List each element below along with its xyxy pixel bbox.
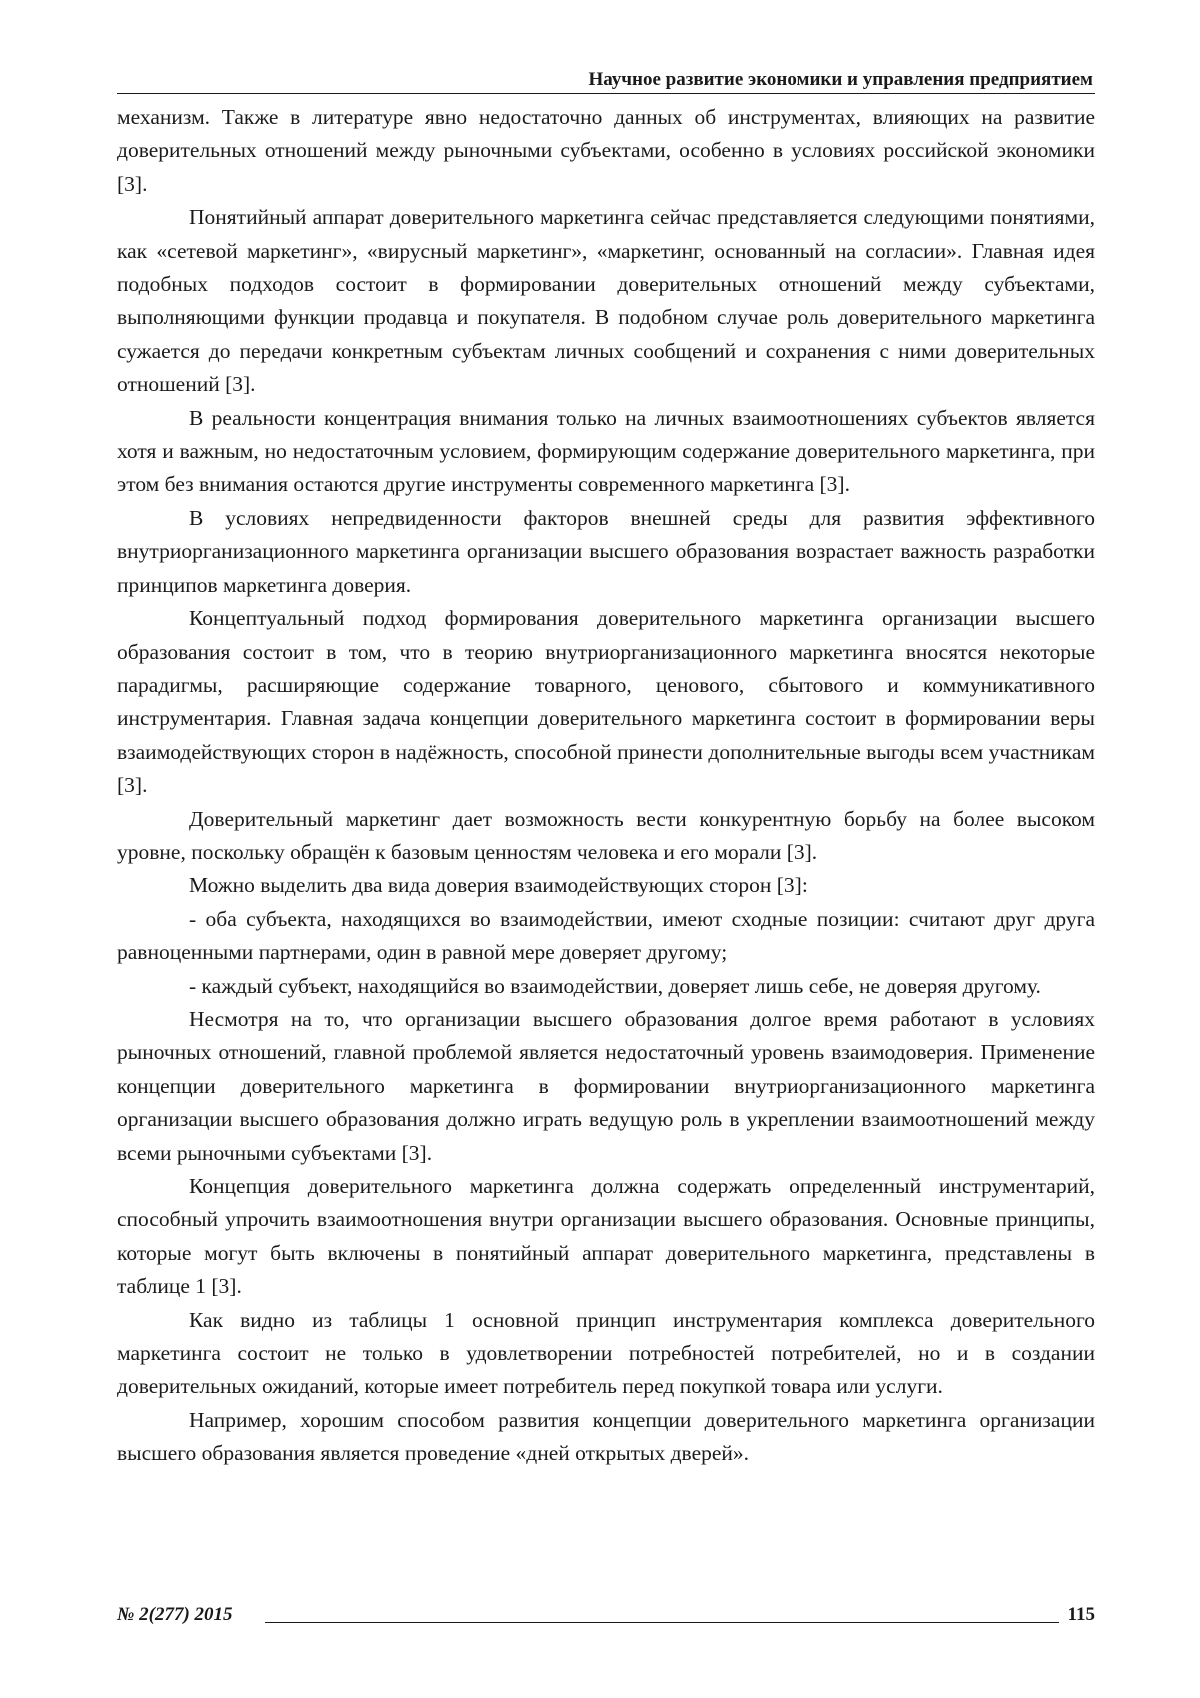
paragraph: Доверительный маркетинг дает возможность вести конкурентную борьбу на более высоком уровне, поскольку обращён к базовым ценностям человека и его морали [3].	[117, 806, 1095, 864]
list-item: - каждый субъект, находящийся во взаимодействии, доверяет лишь себе, не доверяя другому.	[189, 973, 1041, 998]
paragraph: В условиях непредвиденности факторов внешней среды для развития эффективного внутриорганизационного маркетинга организации высшего образования возрастает важность разработки принципов маркетинга доверия.	[117, 505, 1095, 597]
paragraph: механизм. Также в литературе явно недостаточно данных об инструментах, влияющих на развитие доверительных отношений между рыночными субъектами, особенно в условиях российской экономики [3].	[117, 105, 1095, 196]
paragraph: Понятийный аппарат доверительного маркетинга сейчас представляется следующими понятиями, как «сетевой маркетинг», «вирусный маркетинг», «маркетинг, основанный на согласии». Главная идея подобных подходов состоит в формировании доверительных отношений между субъектами, выполняющими функции продавца и покупателя. В подобном случае роль доверительного маркетинга сужается до передачи конкретным субъектам личных сообщений и сохранения с ними доверительных отношений [3].	[117, 205, 1095, 397]
page-number: 115	[1067, 1604, 1095, 1625]
paragraph: Концептуальный подход формирования доверительного маркетинга организации высшего образования состоит в том, что в теорию внутриорганизационного маркетинга вносятся некоторые парадигмы, расширяющие содержание товарного, ценового, сбытового и коммуникативного инструментария. Главная задача концепции доверительного маркетинга состоит в формировании веры взаимодействующих сторон в надёжность, способной принести дополнительные выгоды всем участникам [3].	[117, 606, 1095, 798]
issue-number: № 2(277) 2015	[117, 1604, 233, 1625]
article-body	[117, 101, 1095, 1471]
paragraph: В реальности концентрация внимания только на личных взаимоотношениях субъектов является хотя и важным, но недостаточным условием, формирующим содержание доверительного маркетинга, при этом без внимания остаются другие инструменты современного маркетинга [3].	[117, 405, 1095, 497]
list-item: - оба субъекта, находящихся во взаимодействии, имеют сходные позиции: считают друг друга равноценными партнерами, один в равной мере доверяет другому;	[117, 906, 1095, 965]
paragraph: Можно выделить два вида доверия взаимодействующих сторон [3]:	[189, 873, 808, 898]
page-footer	[117, 1603, 1095, 1627]
paragraph: Несмотря на то, что организации высшего образования долгое время работают в условиях рыночных отношений, главной проблемой является недостаточный уровень взаимодоверия. Применение концепции доверительного маркетинга в формировании внутриорганизационного маркетинга организации высшего образования должно играть ведущую роль в укреплении взаимоотношений между всеми рыночными субъектами [3].	[117, 1006, 1095, 1165]
document-page	[117, 68, 1095, 1471]
paragraph: Концепция доверительного маркетинга должна содержать определенный инструментарий, способный упрочить взаимоотношения внутри организации высшего образования. Основные принципы, которые могут быть включены в понятийный аппарат доверительного маркетинга, представлены в таблице 1 [3].	[117, 1174, 1095, 1299]
footer-rule	[265, 1622, 1059, 1623]
paragraph: Как видно из таблицы 1 основной принцип инструментария комплекса доверительного маркетинга состоит не только в удовлетворении потребностей потребителей, но и в создании доверительных ожиданий, которые имеет потребитель перед покупкой товара или услуги.	[117, 1307, 1095, 1399]
paragraph: Например, хорошим способом развития концепции доверительного маркетинга организации высшего образования является проведение «дней открытых дверей».	[117, 1407, 1095, 1466]
running-header: Научное развитие экономики и управления предприятием	[117, 68, 1095, 94]
